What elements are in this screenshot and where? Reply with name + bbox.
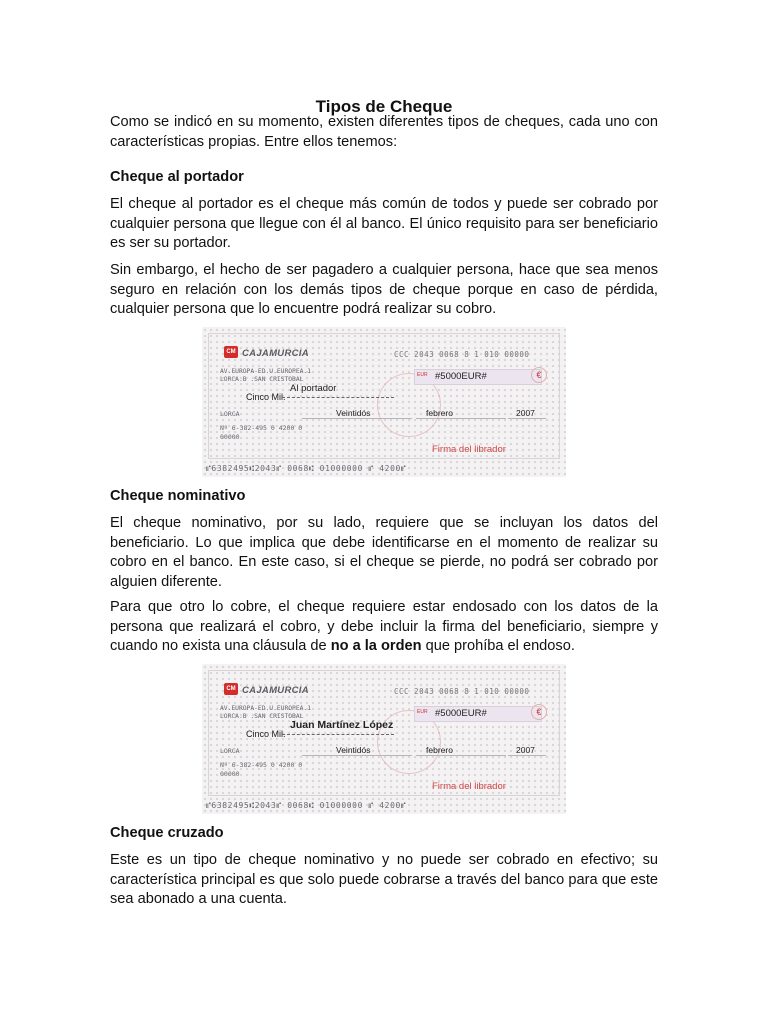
cheque-image-nominativo (202, 664, 566, 814)
account-number: CCC 2043 0068 8 1 010 00000 (394, 350, 530, 359)
serial-line: 00000 (220, 770, 240, 778)
date-line (416, 755, 506, 756)
date-day: Veintidós (336, 745, 371, 755)
micr-line: ⑈6382495⑆2043⑈ 0068⑆ 01000000 ⑈ 4200⑈ (206, 801, 407, 810)
currency-tag: EUR (417, 372, 428, 378)
micr-line: ⑈6382495⑆2043⑈ 0068⑆ 01000000 ⑈ 4200⑈ (206, 464, 407, 473)
serial-line: Nº 6-382-495 0 4200 0 (220, 424, 303, 432)
dashed-line (282, 397, 394, 398)
city: LORCA (220, 410, 240, 418)
section-heading-portador: Cheque al portador (110, 169, 244, 185)
bank-address (220, 368, 311, 384)
intro-paragraph: Como se indicó en su momento, existen diferentes tipos de cheques, cada uno con características propias. Entre ellos tenemos: (110, 114, 658, 150)
account-number: CCC 2043 0068 8 1 010 00000 (394, 687, 530, 696)
bank-logo-icon: CM (224, 346, 238, 358)
signature-label: Firma del librador (432, 781, 506, 792)
paragraph: El cheque al portador es el cheque más común de todos y puede ser cobrado por cualquier persona que llegue con él al banco. El único requisito para ser beneficiario es ser su portador. (110, 196, 658, 251)
amount-words: Cinco Mil. (246, 392, 286, 402)
date-line (302, 418, 412, 419)
date-day: Veintidós (336, 408, 371, 418)
amount-words: Cinco Mil. (246, 729, 286, 739)
section-heading-nominativo: Cheque nominativo (110, 488, 246, 504)
paragraph: Sin embargo, el hecho de ser pagadero a cualquier persona, hace que sea menos seguro en relación con los demás tipos de cheque porque en caso de pérdida, cualquier persona que lo encuentre podrá realizar su cobro. (110, 262, 658, 317)
paragraph: El cheque nominativo, por su lado, requiere que se incluyan los datos del beneficiario. Lo que implica que debe identificarse en el momento de realizar su cobro en el banco. En este caso, si el cheque se pierde, no podrá ser cobrado por alguien diferente. (110, 515, 658, 590)
serial-line: Nº 6-382-495 0 4200 0 (220, 761, 303, 769)
euro-icon: € (531, 367, 547, 383)
paragraph: Este es un tipo de cheque nominativo y no puede ser cobrado en efectivo; su característica principal es que solo puede cobrarse a través del banco para que este sea abonado a una cuenta. (110, 852, 658, 907)
date-line (508, 755, 546, 756)
page-title: Tipos de Cheque (315, 97, 453, 117)
date-line (302, 755, 412, 756)
bank-name: CAJAMURCIA (242, 685, 309, 696)
address-line: AV.EUROPA-ED.U.EUROPEA.1 (220, 368, 311, 375)
serial-number (220, 424, 302, 442)
payee: Juan Martínez López (290, 719, 394, 731)
bold-term: no a la orden (330, 638, 422, 654)
cheque-image-portador (202, 327, 566, 477)
payee: Al portador (290, 383, 337, 394)
address-line: LORCA.B .SAN CRISTOBAL (220, 713, 304, 720)
date-year: 2007 (516, 745, 535, 755)
address-line: AV.EUROPA-ED.U.EUROPEA.1 (220, 705, 311, 712)
signature-label: Firma del librador (432, 444, 506, 455)
date-line (508, 418, 546, 419)
serial-number (220, 761, 302, 779)
serial-line: 00000 (220, 433, 240, 441)
dashed-line (282, 734, 394, 735)
bank-logo-icon: CM (224, 683, 238, 695)
date-month: febrero (426, 745, 453, 755)
paragraph (110, 598, 658, 657)
address-line: LORCA.B .SAN CRISTOBAL (220, 376, 304, 383)
paragraph-text: que prohíba el endoso. (421, 638, 575, 654)
date-month: febrero (426, 408, 453, 418)
city: LORCA (220, 747, 240, 755)
date-year: 2007 (516, 408, 535, 418)
bank-name: CAJAMURCIA (242, 348, 309, 359)
euro-icon: € (531, 704, 547, 720)
section-heading-cruzado: Cheque cruzado (110, 825, 224, 841)
currency-tag: EUR (417, 709, 428, 715)
date-line (416, 418, 506, 419)
amount-figure: #5000EUR# (435, 708, 487, 719)
amount-figure: #5000EUR# (435, 371, 487, 382)
paragraph-text: Para que otro lo cobre, el cheque requiere estar endosado con los datos de la persona que realizará el cobro, y debe incluir la firma del beneficiario, siempre y cuando no exista una cláusula de (110, 599, 658, 654)
